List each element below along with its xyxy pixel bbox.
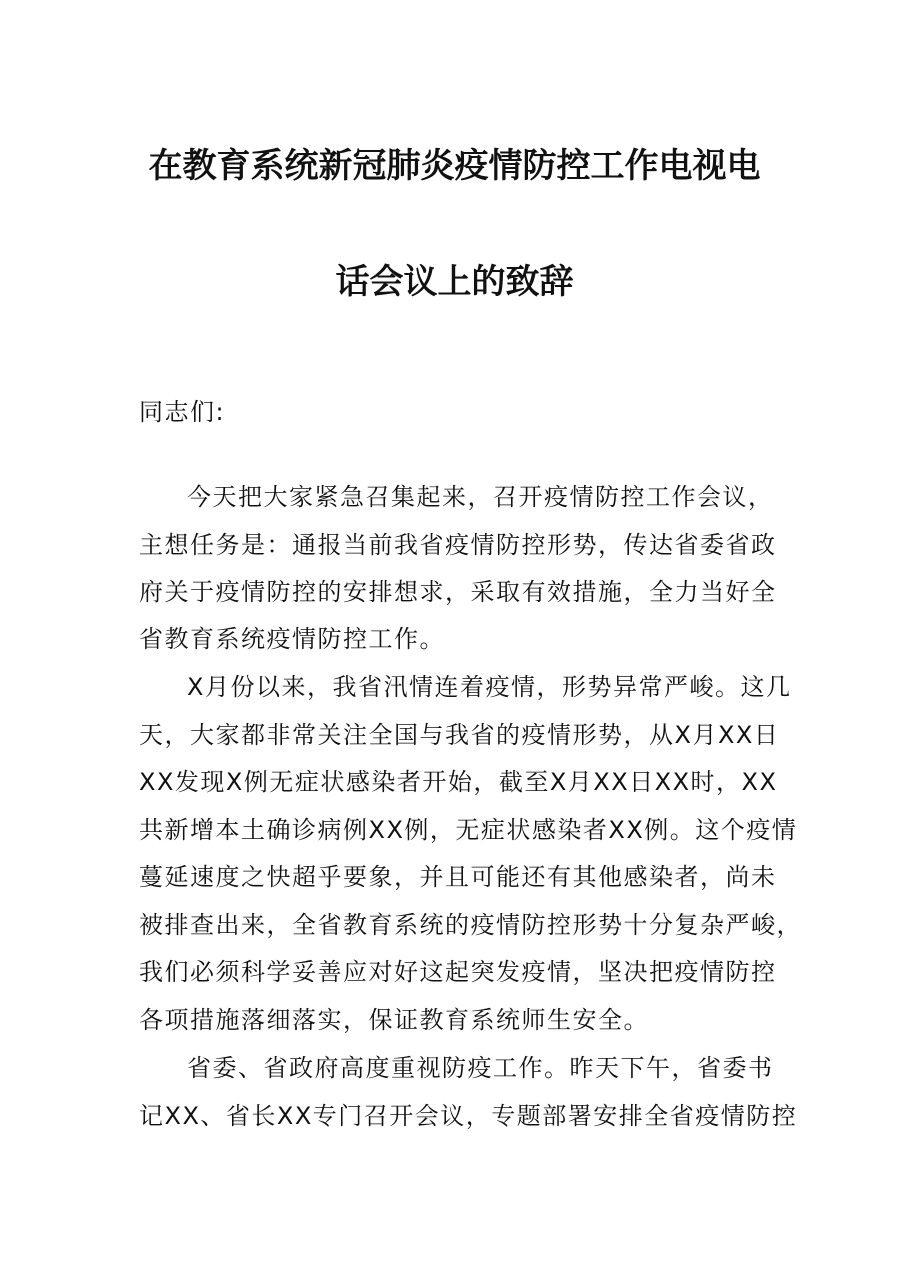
paragraph-3-line-2: 记XX、省长XX专门召开会议，专题部署安排全省疫情防控 — [139, 1102, 798, 1130]
paragraph-2-line-2: 天，大家都非常关注全国与我省的疫情形势，从X月XX日 — [139, 721, 780, 749]
paragraph-2-line-1: X月份以来，我省汛情连着疫情，形势异常严峻。这几 — [187, 673, 792, 701]
paragraph-3-line-1: 省委、省政府高度重视防疫工作。昨天下午，省委书 — [187, 1054, 774, 1082]
document-title-line-1: 在教育系统新冠肺炎疫情防控工作电视电 — [148, 146, 761, 186]
paragraph-2-line-7: 我们必须科学妥善应对好这起突发疫情，坚决把疫情防控 — [139, 958, 777, 986]
paragraph-1-line-3: 府关于疫情防控的安排想求，采取有效措施，全力当好全 — [139, 578, 777, 606]
paragraph-2-line-8: 各项措施落细落实，保证教育系统师生安全。 — [139, 1006, 649, 1034]
paragraph-1-line-2: 主想任务是：通报当前我省疫情防控形势，传达省委省政 — [139, 531, 777, 559]
paragraph-2-line-4: 共新增本土确诊病例XX例，无症状感染者XX例。这个疫情 — [139, 816, 798, 844]
paragraph-2-line-5: 蔓延速度之快超乎要象，并且可能还有其他感染者，尚未 — [139, 863, 777, 891]
paragraph-1-line-1: 今天把大家紧急召集起来，召开疫情防控工作会议， — [187, 483, 774, 511]
paragraph-1-line-4: 省教育系统疫情防控工作。 — [139, 625, 445, 653]
paragraph-2-line-6: 被排查出来，全省教育系统的疫情防控形势十分复杂严峻， — [139, 911, 802, 939]
salutation: 同志们: — [139, 398, 226, 426]
document-title-line-2: 话会议上的致辞 — [335, 262, 574, 302]
paragraph-2-line-3: XX发现X例无症状感染者开始，截至X月XX日XX时，XX — [139, 768, 778, 796]
